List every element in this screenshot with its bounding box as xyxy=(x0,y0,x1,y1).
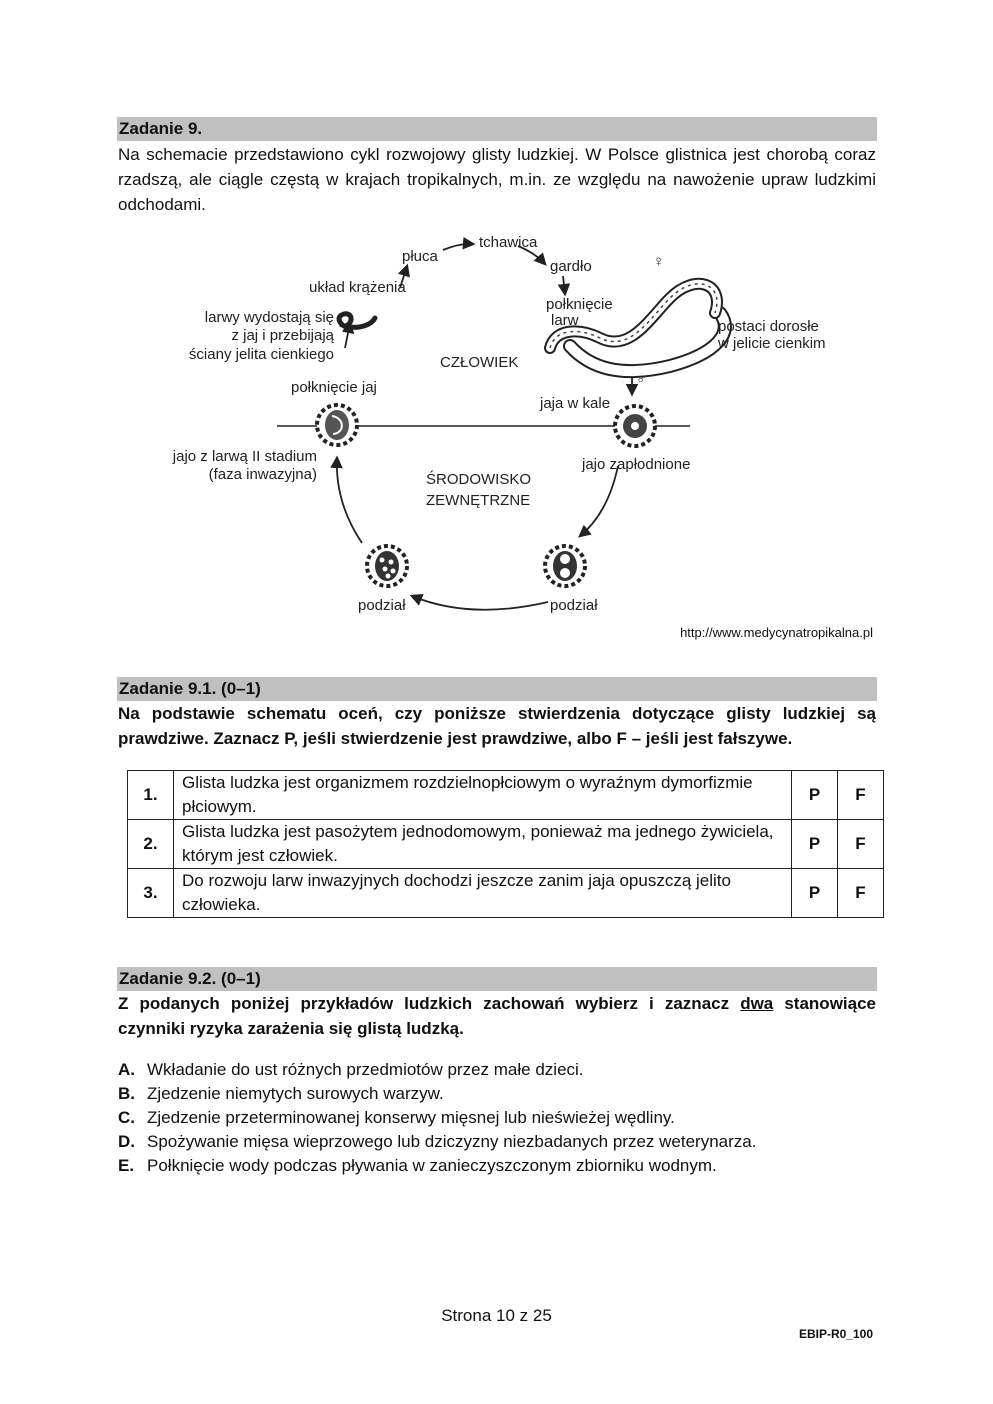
male-symbol: ♂ xyxy=(636,371,648,388)
label-swallowing-eggs: połknięcie jaj xyxy=(291,379,377,396)
invasive-egg-icon xyxy=(317,405,357,445)
statement-text: Glista ludzka jest pasożytem jednodomowym, ponieważ ma jednego żywiciela, którym jest człowiek. xyxy=(174,820,792,869)
female-symbol: ♀ xyxy=(653,253,665,270)
label-trachea: tchawica xyxy=(479,234,538,251)
instruction-post: stanowiące czynniki ryzyka zarażenia się glistą ludzką. xyxy=(118,994,877,1038)
option-e[interactable] xyxy=(118,1154,876,1178)
instruction-emphasis: dwa xyxy=(740,994,774,1013)
statement-text: Glista ludzka jest organizmem rozdzielnopłciowym o wyraźnym dymorfizmie płciowym. xyxy=(174,771,792,820)
label-adults-line2: w jelicie cienkim xyxy=(718,335,826,352)
label-swallowing-larvae-line2: larw xyxy=(551,312,579,329)
label-human: CZŁOWIEK xyxy=(440,354,519,371)
option-letter: E. xyxy=(118,1156,135,1175)
label-environment-line2: ZEWNĘTRZNE xyxy=(426,492,531,509)
table-row xyxy=(128,771,884,820)
fertilized-egg-icon xyxy=(615,406,655,446)
dividing-egg-right-icon xyxy=(545,546,585,586)
option-text: Zjedzenie niemytych surowych warzyw. xyxy=(147,1084,444,1103)
option-c[interactable] xyxy=(118,1106,876,1130)
option-letter: C. xyxy=(118,1108,135,1127)
task91-instruction: Na podstawie schematu oceń, czy poniższe stwierdzenia dotyczące glisty ludzkiej są prawdziwe. Zaznacz P, jeśli stwierdzenie jest prawdziwe, albo F – jeśli jest fałszywe. xyxy=(118,704,876,748)
statements-table xyxy=(127,770,884,918)
option-b[interactable] xyxy=(118,1082,876,1106)
label-swallowing-larvae-line1: połknięcie xyxy=(546,296,613,313)
true-option[interactable]: P xyxy=(792,869,838,918)
statement-text: Do rozwoju larw inwazyjnych dochodzi jeszcze zanim jaja opuszczą jelito człowieka. xyxy=(174,869,792,918)
answer-options xyxy=(118,1058,876,1178)
option-text: Zjedzenie przeterminowanej konserwy mięsnej lub nieświeżej wędliny. xyxy=(147,1108,675,1127)
task9-intro: Na schemacie przedstawiono cykl rozwojowy glisty ludzkiej. W Polsce glistnica jest chorobą coraz rzadszą, ale ciągle częstą w krajach tropikalnych, m.in. ze względu na nawożenie upraw ludzkimi odchodami. xyxy=(118,145,876,214)
arrow-to-division-right xyxy=(580,466,618,536)
label-invasive-egg-line2: (faza inwazyjna) xyxy=(208,466,317,483)
true-option[interactable]: P xyxy=(792,820,838,869)
row-number: 1. xyxy=(128,771,174,820)
instruction-pre: Z podanych poniżej przykładów ludzkich zachowań wybierz i zaznacz xyxy=(118,994,741,1013)
task92-instruction xyxy=(118,991,876,1041)
option-letter: D. xyxy=(118,1132,135,1151)
option-letter: A. xyxy=(118,1060,135,1079)
option-d[interactable] xyxy=(118,1130,876,1154)
diagram-source: http://www.medycynatropikalna.pl xyxy=(680,625,873,640)
table-row xyxy=(128,820,884,869)
true-option[interactable]: P xyxy=(792,771,838,820)
option-letter: B. xyxy=(118,1084,135,1103)
dividing-egg-left-icon xyxy=(367,546,407,586)
arrow-to-trachea xyxy=(443,244,473,250)
label-larvae-line2: z jaj i przebijają xyxy=(231,327,334,344)
page-number: Strona 10 z 25 xyxy=(441,1306,552,1325)
label-fertilized-egg: jajo zapłodnione xyxy=(582,456,691,473)
exam-code: EBIP-R0_100 xyxy=(798,1327,873,1341)
arrow-to-division-left xyxy=(412,596,548,610)
label-larvae-line3: ściany jelita cienkiego xyxy=(188,346,334,363)
larva-icon xyxy=(339,314,375,328)
label-invasive-egg-line1: jajo z larwą II stadium xyxy=(172,448,317,465)
table-row xyxy=(128,869,884,918)
option-text: Spożywanie mięsa wieprzowego lub dziczyzny niezbadanych przez weterynarza. xyxy=(147,1132,757,1151)
false-option[interactable]: F xyxy=(838,820,884,869)
roundworm-life-cycle-diagram xyxy=(150,228,850,620)
label-adults-line1: postaci dorosłe xyxy=(718,318,819,335)
label-division-right: podział xyxy=(550,597,598,614)
row-number: 3. xyxy=(128,869,174,918)
arrow-to-swallowing xyxy=(563,276,565,294)
option-a[interactable] xyxy=(118,1058,876,1082)
false-option[interactable]: F xyxy=(838,771,884,820)
arrow-to-invasive-egg xyxy=(337,458,362,543)
label-environment-line1: ŚRODOWISKO xyxy=(426,471,532,488)
label-eggs-in-feces: jaja w kale xyxy=(540,395,611,412)
task91-header: Zadanie 9.1. (0–1) xyxy=(117,677,877,701)
false-option[interactable]: F xyxy=(838,869,884,918)
row-number: 2. xyxy=(128,820,174,869)
option-text: Połknięcie wody podczas pływania w zanieczyszczonym zbiorniku wodnym. xyxy=(147,1156,717,1175)
label-lungs: płuca xyxy=(402,248,438,265)
task9-header: Zadanie 9. xyxy=(117,117,877,141)
label-division-left: podział xyxy=(358,597,406,614)
label-circulatory-system: układ krążenia xyxy=(309,279,406,296)
task92-header: Zadanie 9.2. (0–1) xyxy=(117,967,877,991)
label-throat: gardło xyxy=(550,258,592,275)
option-text: Wkładanie do ust różnych przedmiotów przez małe dzieci. xyxy=(147,1060,584,1079)
label-larvae-line1: larwy wydostają się xyxy=(204,309,334,326)
